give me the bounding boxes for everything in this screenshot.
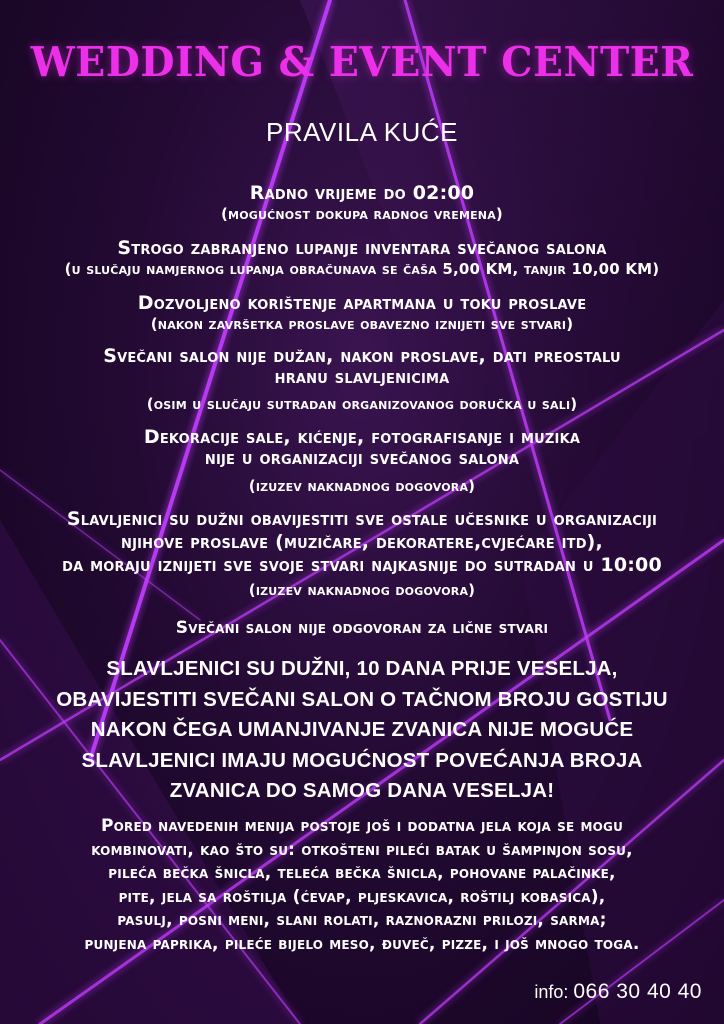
rule-heading: da moraju iznijeti sve svoje stvari najkasnije do sutradan u 10:00 xyxy=(62,554,662,576)
rule-heading: hranu slavljenicima xyxy=(274,366,450,388)
page-title: WEDDING & EVENT CENTER xyxy=(30,38,694,86)
rule-working-hours xyxy=(0,183,724,223)
rule-heading: Dekoracije sale, kićenje, fotografisanje i muzika xyxy=(143,426,581,448)
rule-no-breaking-inventory xyxy=(0,238,724,278)
menu-line: pileća bečka šnicla, teleća bečka šnicla, pohovane palačinke, xyxy=(108,863,616,884)
notice-line: SLAVLJENICI IMAJU MOGUĆNOST POVEĆANJA BROJA xyxy=(81,748,643,772)
menu-line: kombinovati, kao što su: otkošteni pileći batak u šampinjon sosu, xyxy=(91,839,633,860)
menu-line: punjena paprika, pileće bijelo meso, đuveč, pizze, i još mnogo toga. xyxy=(84,933,640,954)
page-subtitle: PRAVILA KUĆE xyxy=(266,117,458,147)
menu-line: Pored navedenih menija postoje još i dodatna jela koja se mogu xyxy=(100,816,624,836)
menu-line: pite, jela sa roštilja (ćevap, pljeskavica, roštilj kobasica), xyxy=(118,886,606,907)
rule-heading: Svečani salon nije dužan, nakon proslave, dati preostalu xyxy=(103,345,621,367)
rule-apartment-use xyxy=(0,293,724,333)
rule-note: (izuzev naknadnog dogovora) xyxy=(248,477,476,495)
notice-line: SLAVLJENICI SU DUŽNI, 10 DANA PRIJE VESELJA, xyxy=(106,657,618,680)
rule-note: (u slučaju namjernog lupanja obračunava se čaša 5,00 KM, tanjir 10,00 KM) xyxy=(64,260,660,278)
rule-heading: Slavljenici su dužni obavijestiti sve ostale učesnike u organizaciji xyxy=(66,508,658,530)
contact-label: info: xyxy=(534,982,569,1002)
rule-note: (nakon završetka proslave obavezno iznijeti sve stvari) xyxy=(150,315,574,333)
rule-heading: Dozvoljeno korištenje apartmana u toku proslave xyxy=(137,292,587,314)
notice-line: NAKON ČEGA UMANJIVANJE ZVANICA NIJE MOGUĆE xyxy=(90,718,634,741)
rule-personal-items xyxy=(0,618,724,639)
additional-dishes-text xyxy=(6,815,718,957)
rule-note: (osim u slučaju sutradan organizovanog doručka u sali) xyxy=(146,395,578,413)
guest-count-notice xyxy=(0,654,724,807)
rule-heading: nije u organizaciji svečanog salona xyxy=(204,447,520,469)
menu-line: pasulj, posni meni, slani rolati, raznorazni prilozi, sarma; xyxy=(117,910,607,931)
contact-info xyxy=(534,980,702,1004)
rule-leftover-food xyxy=(0,346,724,413)
rule-note: (izuzev naknadnog dogovora) xyxy=(248,581,476,599)
rule-heading: Svečani salon nije odgovoran za lične stvari xyxy=(175,618,549,638)
rule-heading: Radno vrijeme do 02:00 xyxy=(249,182,475,204)
notice-line: ZVANICA DO SAMOG DANA VESELJA! xyxy=(169,779,555,802)
notice-line: OBAVIJESTITI SVEČANI SALON O TAČNOM BROJU GOSTIJU xyxy=(56,687,668,711)
rule-remove-belongings xyxy=(0,509,724,599)
phone-number[interactable]: 066 30 40 40 xyxy=(573,980,702,1003)
rule-decoration xyxy=(0,427,724,495)
rule-heading: Strogo zabranjeno lupanje inventara svečanog salona xyxy=(117,237,607,259)
rule-note: (mogućnost dokupa radnog vremena) xyxy=(221,205,503,223)
rule-heading: njihove proslave (muzičare, dekoratere,cvjećare itd), xyxy=(121,531,603,553)
